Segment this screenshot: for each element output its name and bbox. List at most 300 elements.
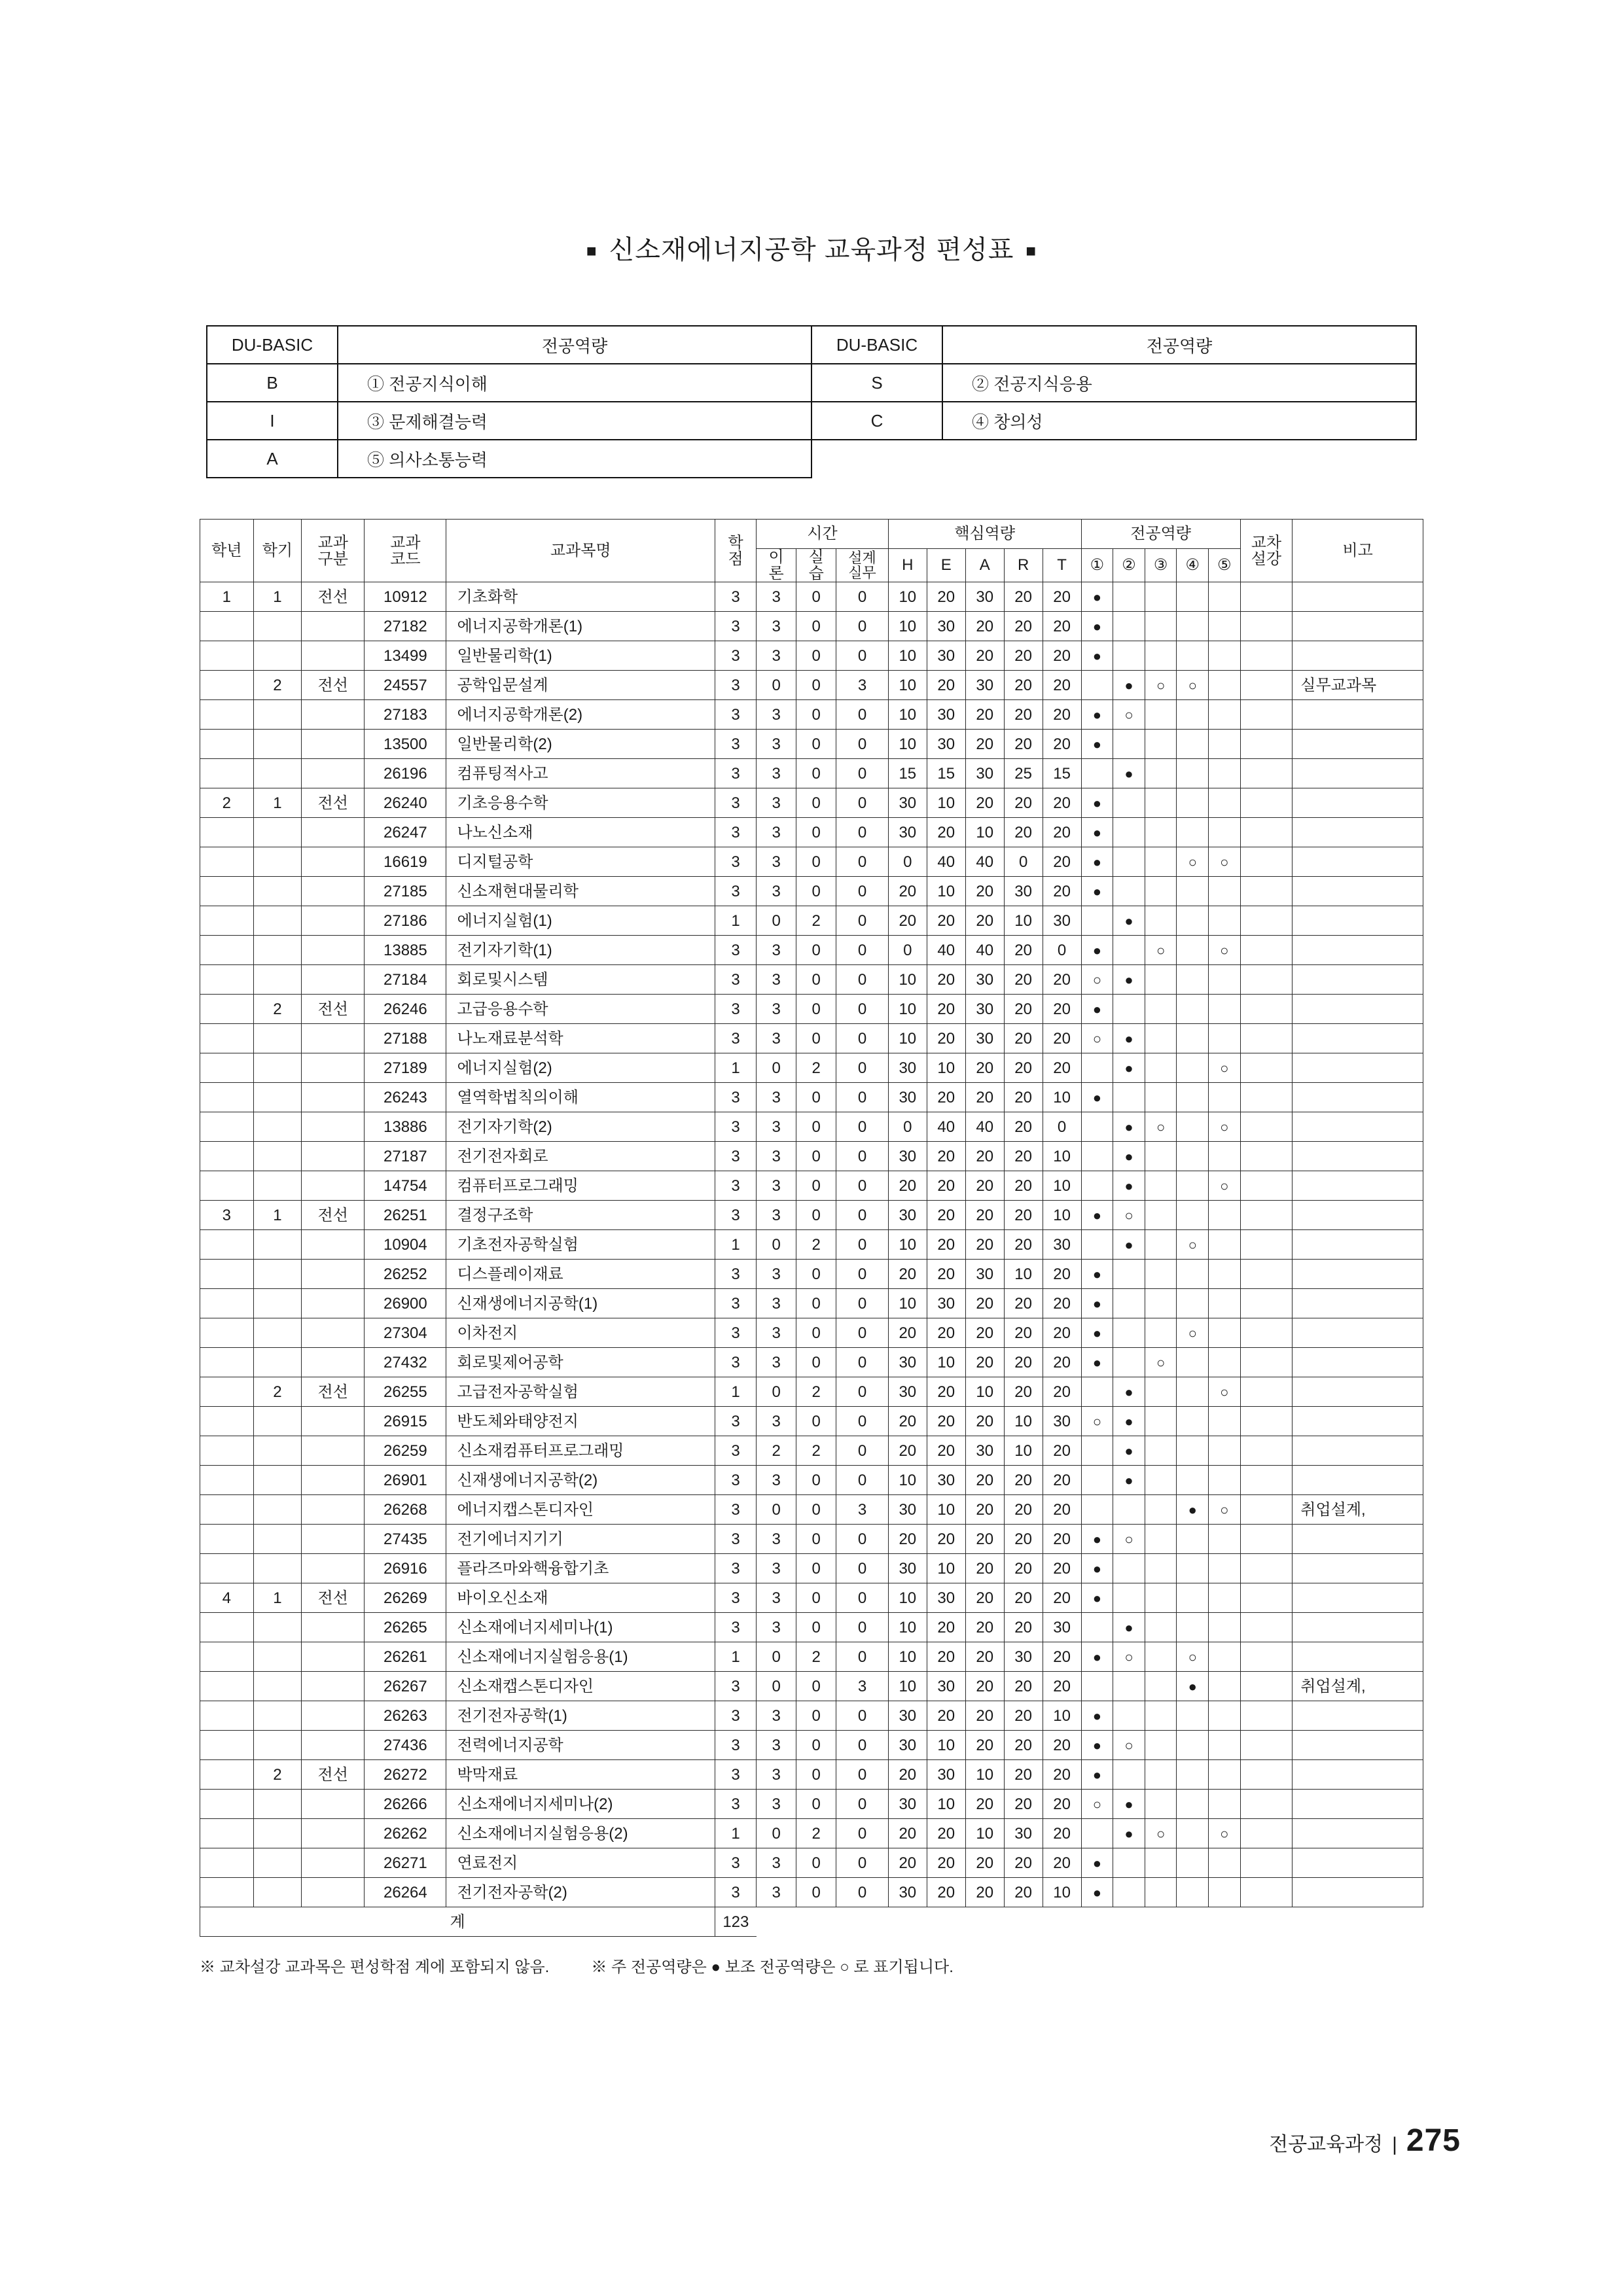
filled-dot-icon: ● (1092, 1295, 1102, 1312)
cell-design-hours: 0 (836, 906, 889, 936)
cell-core-r: 20 (1004, 1848, 1043, 1878)
cell-subject-name: 컴퓨팅적사고 (446, 759, 715, 788)
cell-practice-hours: 0 (796, 1525, 836, 1554)
filled-dot-icon: ● (1092, 1737, 1102, 1754)
cell-practice-hours: 0 (796, 730, 836, 759)
cell-year (200, 1525, 254, 1554)
cell-note (1293, 965, 1423, 995)
cell-major-5 (1209, 1171, 1241, 1201)
col-header-credit-line2: 점 (728, 550, 743, 568)
cell-major-2 (1113, 730, 1145, 759)
cell-division: 전선 (302, 671, 365, 700)
cell-note (1293, 730, 1423, 759)
cell-credit: 3 (715, 1348, 757, 1377)
cell-major-2 (1113, 1701, 1145, 1731)
cell-major-2 (1113, 1318, 1145, 1348)
cell-major-1 (1081, 1495, 1113, 1525)
cell-major-3 (1145, 1053, 1177, 1083)
cell-semester (253, 1289, 301, 1318)
cell-major-4 (1177, 1878, 1209, 1907)
cell-theory-hours: 3 (757, 847, 796, 877)
filled-dot-icon: ● (1124, 1825, 1133, 1842)
cell-theory-hours: 3 (757, 641, 796, 671)
cell-practice-hours: 0 (796, 1613, 836, 1642)
curriculum-table (200, 519, 1423, 1937)
cell-theory-hours: 3 (757, 1878, 796, 1907)
cell-major-4 (1177, 965, 1209, 995)
cell-core-e: 20 (927, 1613, 965, 1642)
cell-theory-hours: 3 (757, 582, 796, 612)
cell-practice-hours: 0 (796, 759, 836, 788)
cell-core-a: 20 (965, 1525, 1004, 1554)
cell-core-e: 30 (927, 700, 965, 730)
cell-practice-hours: 0 (796, 641, 836, 671)
cell-credit: 3 (715, 1436, 757, 1466)
cell-code: 26246 (365, 995, 446, 1024)
cell-core-e: 20 (927, 1171, 965, 1201)
cell-cross-listing (1240, 1053, 1293, 1083)
filled-dot-icon: ● (1092, 735, 1102, 752)
cell-code: 26263 (365, 1701, 446, 1731)
cell-theory-hours: 3 (757, 1348, 796, 1377)
cell-core-a: 30 (965, 1436, 1004, 1466)
cell-major-5 (1209, 700, 1241, 730)
cell-practice-hours: 0 (796, 1289, 836, 1318)
cell-code: 27189 (365, 1053, 446, 1083)
footnote-1: ※ 교차설강 교과목은 편성학점 계에 포함되지 않음. (200, 1958, 550, 1977)
cell-major-3 (1145, 1230, 1177, 1260)
cell-division: 전선 (302, 1201, 365, 1230)
table-row (200, 1819, 1423, 1848)
cell-core-r: 20 (1004, 1878, 1043, 1907)
cell-design-hours: 0 (836, 1142, 889, 1171)
cell-design-hours: 0 (836, 1878, 889, 1907)
cell-core-t: 20 (1043, 1024, 1081, 1053)
cell-code: 27188 (365, 1024, 446, 1053)
cell-core-r: 20 (1004, 1613, 1043, 1642)
cell-semester (253, 1790, 301, 1819)
cell-code: 26901 (365, 1466, 446, 1495)
cell-design-hours: 0 (836, 1083, 889, 1112)
cell-core-h: 15 (888, 759, 927, 788)
cell-code: 27183 (365, 700, 446, 730)
cell-core-r: 20 (1004, 1112, 1043, 1142)
cell-division (302, 1701, 365, 1731)
table-row (200, 1701, 1423, 1731)
filled-dot-icon: ● (1092, 942, 1102, 959)
cell-semester (253, 847, 301, 877)
cell-major-3 (1145, 1672, 1177, 1701)
footnotes (200, 1954, 1423, 1977)
cell-year (200, 1848, 254, 1878)
cell-code: 26265 (365, 1613, 446, 1642)
col-header-code-line1: 교과 (390, 533, 421, 552)
cell-core-h: 10 (888, 582, 927, 612)
cell-major-4 (1177, 1613, 1209, 1642)
filled-dot-icon: ● (1092, 1648, 1102, 1665)
table-row (200, 1613, 1423, 1642)
cell-major-5 (1209, 1790, 1241, 1819)
cell-core-r: 20 (1004, 1201, 1043, 1230)
cell-semester (253, 1819, 301, 1848)
cell-core-e: 20 (927, 1819, 965, 1848)
cell-division (302, 1142, 365, 1171)
legend-row (207, 364, 1416, 402)
cell-core-h: 30 (888, 1201, 927, 1230)
cell-major-1 (1081, 1525, 1113, 1554)
cell-core-t: 20 (1043, 730, 1081, 759)
cell-major-5 (1209, 1731, 1241, 1760)
col-header-theory-line2: 론 (768, 565, 784, 583)
cell-major-2 (1113, 1407, 1145, 1436)
cell-theory-hours: 3 (757, 1848, 796, 1878)
cell-major-3 (1145, 1495, 1177, 1525)
cell-core-t: 30 (1043, 906, 1081, 936)
cell-core-r: 20 (1004, 1466, 1043, 1495)
cell-theory-hours: 3 (757, 1289, 796, 1318)
cell-major-4 (1177, 1525, 1209, 1554)
cell-practice-hours: 0 (796, 1583, 836, 1613)
cell-subject-name: 에너지실험(1) (446, 906, 715, 936)
cell-cross-listing (1240, 1848, 1293, 1878)
cell-core-t: 20 (1043, 1583, 1081, 1613)
cell-core-h: 30 (888, 788, 927, 818)
cell-core-t: 30 (1043, 1230, 1081, 1260)
filled-dot-icon: ● (1092, 794, 1102, 811)
cell-core-t: 0 (1043, 936, 1081, 965)
cell-core-t: 20 (1043, 1053, 1081, 1083)
cell-core-a: 20 (965, 1466, 1004, 1495)
cell-core-r: 20 (1004, 1701, 1043, 1731)
cell-core-r: 25 (1004, 759, 1043, 788)
cell-major-3 (1145, 1142, 1177, 1171)
cell-core-t: 20 (1043, 788, 1081, 818)
col-header-core: 핵심역량 (888, 520, 1081, 549)
cell-core-a: 30 (965, 1260, 1004, 1289)
cell-semester (253, 1436, 301, 1466)
cell-major-3 (1145, 1112, 1177, 1142)
cell-cross-listing (1240, 1201, 1293, 1230)
open-dot-icon: ○ (1092, 971, 1102, 988)
cell-year (200, 1878, 254, 1907)
cell-core-h: 10 (888, 965, 927, 995)
cell-core-e: 30 (927, 1583, 965, 1613)
cell-subject-name: 신소재에너지세미나(2) (446, 1790, 715, 1819)
cell-major-4 (1177, 936, 1209, 965)
cell-design-hours: 0 (836, 1407, 889, 1436)
cell-core-a: 20 (965, 1230, 1004, 1260)
cell-core-r: 10 (1004, 1407, 1043, 1436)
table-row (200, 1466, 1423, 1495)
cell-credit: 3 (715, 1260, 757, 1289)
cell-subject-name: 나노신소재 (446, 818, 715, 847)
cell-subject-name: 고급응용수학 (446, 995, 715, 1024)
cell-major-2 (1113, 1289, 1145, 1318)
cell-major-4 (1177, 1348, 1209, 1377)
legend-col3-header: DU-BASIC (812, 326, 942, 364)
cell-theory-hours: 3 (757, 730, 796, 759)
cell-major-1 (1081, 1878, 1113, 1907)
cell-core-e: 20 (927, 1142, 965, 1171)
cell-design-hours: 0 (836, 612, 889, 641)
cell-subject-name: 전기자기학(2) (446, 1112, 715, 1142)
cell-year (200, 1731, 254, 1760)
cell-major-1 (1081, 1583, 1113, 1613)
cell-credit: 3 (715, 1760, 757, 1790)
cell-theory-hours: 0 (757, 671, 796, 700)
cell-core-t: 20 (1043, 1790, 1081, 1819)
cell-credit: 3 (715, 1583, 757, 1613)
cell-major-4 (1177, 1407, 1209, 1436)
footer-label: 전공교육과정 (1269, 2134, 1383, 2155)
cell-core-t: 0 (1043, 1112, 1081, 1142)
cell-major-4 (1177, 1731, 1209, 1760)
legend-left-desc: ③ 문제해결능력 (338, 402, 812, 440)
cell-credit: 3 (715, 1112, 757, 1142)
cell-division (302, 1495, 365, 1525)
cell-semester (253, 1731, 301, 1760)
col-header-major-5: ⑤ (1209, 549, 1241, 582)
table-row (200, 1407, 1423, 1436)
cell-major-3 (1145, 1878, 1177, 1907)
cell-major-5 (1209, 1230, 1241, 1260)
cell-note (1293, 1171, 1423, 1201)
cell-core-h: 30 (888, 1878, 927, 1907)
cell-note (1293, 700, 1423, 730)
cell-practice-hours: 0 (796, 671, 836, 700)
cell-major-3 (1145, 641, 1177, 671)
filled-dot-icon: ● (1124, 677, 1133, 694)
cell-major-2 (1113, 818, 1145, 847)
cell-theory-hours: 3 (757, 1554, 796, 1583)
cell-major-4 (1177, 1230, 1209, 1260)
cell-year: 3 (200, 1201, 254, 1230)
cell-core-e: 30 (927, 1672, 965, 1701)
cell-core-r: 20 (1004, 1230, 1043, 1260)
cell-semester (253, 1142, 301, 1171)
open-dot-icon: ○ (1220, 853, 1229, 870)
cell-code: 26916 (365, 1554, 446, 1583)
cell-core-e: 20 (927, 1848, 965, 1878)
cell-core-a: 10 (965, 818, 1004, 847)
cell-major-1 (1081, 1642, 1113, 1672)
filled-dot-icon: ● (1124, 1442, 1133, 1459)
cell-year: 4 (200, 1583, 254, 1613)
cell-major-2 (1113, 877, 1145, 906)
open-dot-icon: ○ (1124, 1737, 1133, 1754)
cell-core-e: 20 (927, 1024, 965, 1053)
cell-design-hours: 0 (836, 1848, 889, 1878)
cell-major-4 (1177, 641, 1209, 671)
cell-credit: 1 (715, 1377, 757, 1407)
cell-core-r: 20 (1004, 641, 1043, 671)
open-dot-icon: ○ (1092, 1413, 1102, 1430)
col-header-major-1: ① (1081, 549, 1113, 582)
cell-practice-hours: 0 (796, 1495, 836, 1525)
cell-core-r: 20 (1004, 1672, 1043, 1701)
cell-credit: 3 (715, 936, 757, 965)
filled-dot-icon: ● (1124, 1472, 1133, 1489)
cell-subject-name: 전기전자공학(2) (446, 1878, 715, 1907)
cell-practice-hours: 0 (796, 788, 836, 818)
cell-year (200, 936, 254, 965)
open-dot-icon: ○ (1124, 1530, 1133, 1547)
cell-major-1 (1081, 1790, 1113, 1819)
cell-major-3 (1145, 612, 1177, 641)
cell-note (1293, 906, 1423, 936)
cell-year (200, 1171, 254, 1201)
cell-year (200, 641, 254, 671)
cell-core-e: 20 (927, 1436, 965, 1466)
cell-core-t: 10 (1043, 1171, 1081, 1201)
cell-credit: 1 (715, 1819, 757, 1848)
cell-division (302, 818, 365, 847)
cell-note (1293, 1642, 1423, 1672)
cell-core-h: 20 (888, 1318, 927, 1348)
cell-core-h: 30 (888, 818, 927, 847)
table-row (200, 1731, 1423, 1760)
open-dot-icon: ○ (1188, 677, 1197, 694)
table-row (200, 1289, 1423, 1318)
cell-code: 26915 (365, 1407, 446, 1436)
cell-core-r: 20 (1004, 936, 1043, 965)
cell-core-h: 10 (888, 995, 927, 1024)
cell-major-4 (1177, 1201, 1209, 1230)
cell-design-hours: 0 (836, 1731, 889, 1760)
cell-semester (253, 1407, 301, 1436)
filled-dot-icon: ● (1124, 971, 1133, 988)
cell-major-1 (1081, 1848, 1113, 1878)
cell-major-5 (1209, 936, 1241, 965)
cell-division (302, 906, 365, 936)
table-row (200, 1377, 1423, 1407)
cell-major-5 (1209, 1260, 1241, 1289)
cell-credit: 1 (715, 906, 757, 936)
cell-core-r: 20 (1004, 1525, 1043, 1554)
cell-major-3 (1145, 1260, 1177, 1289)
cell-division (302, 1112, 365, 1142)
cell-semester (253, 1613, 301, 1642)
cell-core-a: 30 (965, 671, 1004, 700)
cell-division (302, 759, 365, 788)
cell-semester (253, 1701, 301, 1731)
cell-credit: 1 (715, 1230, 757, 1260)
cell-theory-hours: 3 (757, 1171, 796, 1201)
cell-theory-hours: 3 (757, 1142, 796, 1171)
cell-core-r: 30 (1004, 877, 1043, 906)
cell-core-e: 40 (927, 1112, 965, 1142)
cell-subject-name: 나노재료분석학 (446, 1024, 715, 1053)
cell-core-t: 20 (1043, 1348, 1081, 1377)
cell-major-4 (1177, 1142, 1209, 1171)
cell-core-h: 20 (888, 1819, 927, 1848)
cell-core-t: 20 (1043, 995, 1081, 1024)
open-dot-icon: ○ (1220, 1501, 1229, 1518)
title-marker-left: ■ (586, 241, 597, 260)
cell-year (200, 1142, 254, 1171)
legend-col4-header: 전공역량 (942, 326, 1416, 364)
cell-core-e: 20 (927, 818, 965, 847)
open-dot-icon: ○ (1220, 1383, 1229, 1400)
cell-major-5 (1209, 1142, 1241, 1171)
cell-year (200, 1466, 254, 1495)
cell-core-t: 20 (1043, 1466, 1081, 1495)
cell-practice-hours: 2 (796, 1377, 836, 1407)
cell-credit: 3 (715, 671, 757, 700)
cell-division: 전선 (302, 1377, 365, 1407)
cell-core-e: 30 (927, 1289, 965, 1318)
cell-subject-name: 플라즈마와핵융합기초 (446, 1554, 715, 1583)
cell-core-r: 20 (1004, 671, 1043, 700)
cell-theory-hours: 0 (757, 906, 796, 936)
cell-subject-name: 신소재에너지세미나(1) (446, 1613, 715, 1642)
cell-core-e: 20 (927, 1083, 965, 1112)
cell-division (302, 1819, 365, 1848)
cell-theory-hours: 0 (757, 1053, 796, 1083)
cell-division (302, 936, 365, 965)
cell-core-e: 20 (927, 1878, 965, 1907)
legend-row (207, 402, 1416, 440)
footnote-2: ※ 주 전공역량은 ● 보조 전공역량은 ○ 로 표기됩니다. (591, 1958, 954, 1977)
cell-year (200, 877, 254, 906)
cell-design-hours: 0 (836, 641, 889, 671)
cell-semester (253, 1466, 301, 1495)
page-number: 275 (1406, 2123, 1461, 2158)
cell-practice-hours: 0 (796, 818, 836, 847)
col-header-major: 전공역량 (1081, 520, 1240, 549)
cell-core-h: 30 (888, 1053, 927, 1083)
cell-core-h: 30 (888, 1083, 927, 1112)
cell-major-2 (1113, 1495, 1145, 1525)
cell-division (302, 1289, 365, 1318)
cell-design-hours: 0 (836, 1525, 889, 1554)
cell-major-5 (1209, 1436, 1241, 1466)
cell-major-1 (1081, 1466, 1113, 1495)
cell-major-5 (1209, 641, 1241, 671)
cell-note (1293, 847, 1423, 877)
cell-major-2 (1113, 612, 1145, 641)
cell-cross-listing (1240, 1819, 1293, 1848)
cell-core-h: 10 (888, 671, 927, 700)
cell-core-a: 20 (965, 1348, 1004, 1377)
cell-core-e: 20 (927, 1377, 965, 1407)
cell-major-5 (1209, 1348, 1241, 1377)
cell-practice-hours: 2 (796, 1053, 836, 1083)
cell-practice-hours: 0 (796, 1024, 836, 1053)
cell-practice-hours: 0 (796, 612, 836, 641)
cell-cross-listing (1240, 1790, 1293, 1819)
cell-core-a: 30 (965, 759, 1004, 788)
footer-bar: | (1392, 2134, 1397, 2155)
cell-design-hours: 3 (836, 671, 889, 700)
cell-subject-name: 전기에너지기기 (446, 1525, 715, 1554)
col-header-subject: 교과목명 (446, 520, 715, 582)
cell-credit: 3 (715, 1790, 757, 1819)
cell-practice-hours: 0 (796, 1201, 836, 1230)
cell-division (302, 1672, 365, 1701)
cell-major-2 (1113, 1642, 1145, 1672)
title-marker-right: ■ (1026, 241, 1037, 260)
cell-core-r: 0 (1004, 847, 1043, 877)
cell-major-3 (1145, 1318, 1177, 1348)
cell-core-a: 20 (965, 1642, 1004, 1672)
cell-code: 26251 (365, 1201, 446, 1230)
cell-code: 26267 (365, 1672, 446, 1701)
cell-core-e: 15 (927, 759, 965, 788)
cell-note (1293, 1848, 1423, 1878)
cell-code: 26271 (365, 1848, 446, 1878)
cell-practice-hours: 0 (796, 1142, 836, 1171)
